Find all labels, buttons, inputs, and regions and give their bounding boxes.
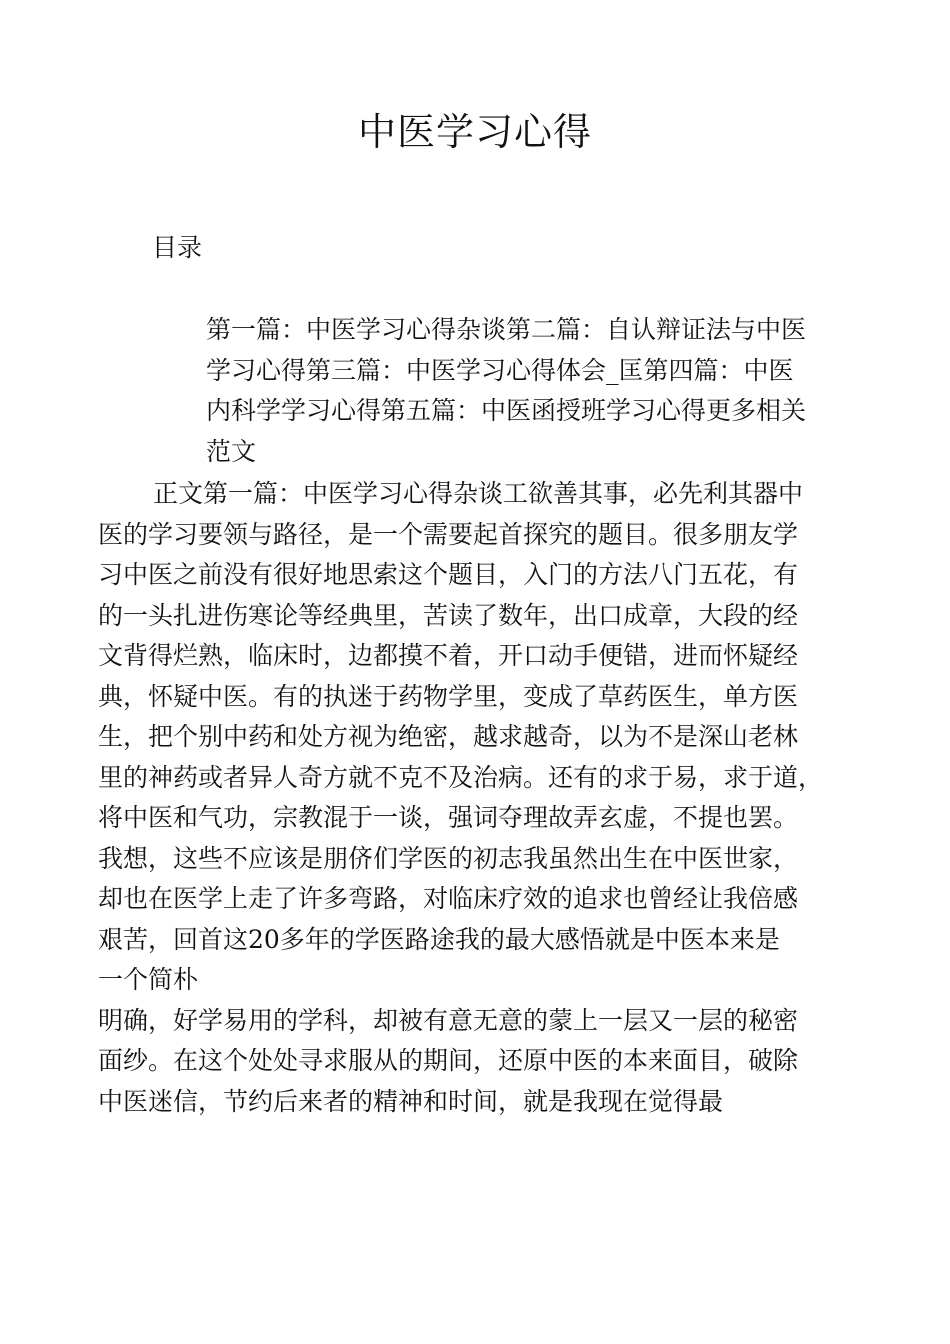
body-line: 典，怀疑中医。有的执迷于药物学里，变成了草药医生，单方医	[98, 681, 799, 711]
body-line: 文背得烂熟，临床时，边都摸不着，开口动手便错，进而怀疑经	[98, 641, 799, 670]
body-text	[98, 474, 868, 1122]
body-line: 正文第一篇：中医学习心得杂谈工欲善其事，必先利其器中	[153, 479, 804, 508]
toc-line: 学习心得第三篇：中医学习心得体会_匡第四篇：中医	[206, 355, 794, 385]
toc-list	[206, 310, 866, 472]
body-line: 中医迷信，节约后来者的精神和时间，就是我现在觉得最	[98, 1086, 724, 1116]
toc-line: 第一篇：中医学习心得杂谈第二篇：自认辩证法与中医	[206, 315, 807, 344]
toc-line: 范文	[206, 436, 257, 466]
body-line: 生，把个别中药和处方视为绝密，越求越奇，以为不是深山老林	[98, 722, 799, 751]
body-line: 面纱。在这个处处寻求服从的期间，还原中医的本来面目，破除	[98, 1046, 799, 1075]
body-line: 我想，这些不应该是朋侪们学医的初志我虽然出生在中医世家，	[98, 843, 799, 873]
body-line: 医的学习要领与路径，是一个需要起首探究的题目。很多朋友学	[98, 519, 799, 549]
document-title: 中医学习心得	[357, 110, 592, 154]
body-line: 一个简朴	[98, 965, 199, 994]
body-line: 将中医和气功，宗教混于一谈，强词夺理故弄玄虚，不提也罢。	[98, 803, 799, 832]
body-line: 明确，好学易用的学科，却被有意无意的蒙上一层又一层的秘密	[98, 1005, 799, 1035]
body-line: 却也在医学上走了许多弯路，对临床疗效的追求也曾经让我倍感	[98, 884, 799, 913]
toc-heading: 目录	[152, 233, 203, 262]
body-line: 习中医之前没有很好地思索这个题目，入门的方法八门五花，有	[98, 560, 799, 589]
body-line: 的一头扎进伤寒论等经典里，苦读了数年，出口成章，大段的经	[98, 600, 799, 630]
toc-line: 内科学学习心得第五篇：中医函授班学习心得更多相关	[206, 396, 807, 425]
body-line: 里的神药或者异人奇方就不克不及治病。还有的求于易，求于道，	[98, 762, 824, 792]
body-line: 艰苦，回首这20多年的学医路途我的最大感悟就是中医本来是	[98, 924, 780, 954]
